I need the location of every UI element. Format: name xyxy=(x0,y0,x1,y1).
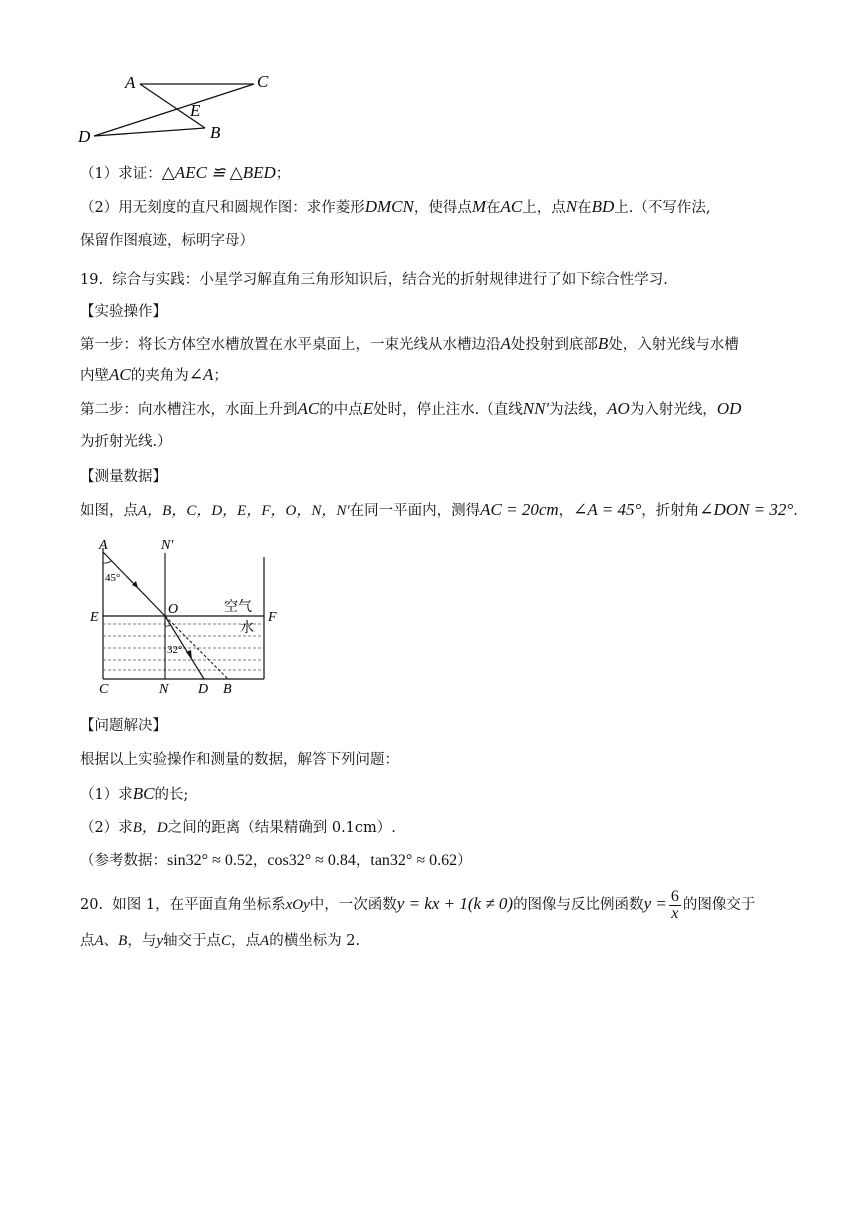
label-C: C xyxy=(257,72,269,91)
math: B xyxy=(118,933,128,949)
math: AC xyxy=(297,399,320,418)
q18-part2-cont xyxy=(80,231,785,251)
math: BC xyxy=(132,784,155,803)
question-1 xyxy=(80,784,785,805)
solve-intro xyxy=(80,750,785,770)
math: A xyxy=(94,933,104,949)
text: ，与 xyxy=(127,933,157,949)
text: 处时，停止注水.（直线 xyxy=(373,402,523,418)
label-45: 45° xyxy=(105,572,121,584)
math: ∠A xyxy=(188,365,214,384)
step2 xyxy=(80,399,785,420)
text: ， xyxy=(558,503,574,519)
math: B xyxy=(597,334,609,353)
section-experiment xyxy=(80,302,785,322)
math: AC xyxy=(500,197,523,216)
math: DMCN xyxy=(364,197,414,216)
text: 的夹角为 xyxy=(130,368,189,384)
label-D: D xyxy=(78,127,91,146)
text: ） xyxy=(457,853,472,869)
text: 内壁 xyxy=(80,368,109,384)
text: 、 xyxy=(103,933,119,949)
text: （2）用无刻度的直尺和圆规作图：求作菱形 xyxy=(80,200,365,216)
section-measure xyxy=(80,467,785,487)
math: xOy xyxy=(285,897,310,913)
q20-line2 xyxy=(80,931,785,951)
text: 在 xyxy=(486,200,501,216)
label-D: D xyxy=(198,682,209,695)
math: ∠DON = 32° xyxy=(699,500,794,519)
text: 的长; xyxy=(154,787,189,803)
text: . xyxy=(793,503,798,519)
label-B: B xyxy=(210,123,221,142)
math: C xyxy=(221,933,232,949)
math: △AEC ≌ △BED xyxy=(161,163,276,182)
text: 根据以上实验操作和测量的数据，解答下列问题： xyxy=(80,752,399,768)
math: ∠A = 45° xyxy=(573,500,642,519)
text: 20. 如图 1，在平面直角坐标系 xyxy=(80,897,286,913)
q18-part2 xyxy=(80,197,785,218)
math: A xyxy=(260,933,270,949)
text: 点 xyxy=(80,933,95,949)
text: 的图像与反比例函数 xyxy=(513,897,644,913)
text: ，折射角 xyxy=(641,503,700,519)
math: B，D xyxy=(132,820,168,836)
math: AO xyxy=(607,399,630,418)
label-A: A xyxy=(99,538,108,553)
math: M xyxy=(471,197,487,216)
math: AC xyxy=(109,365,131,384)
math: y = xyxy=(643,894,667,913)
math: E xyxy=(362,399,374,418)
segment-CD xyxy=(94,84,254,136)
text: ； xyxy=(275,166,291,182)
q18-part1 xyxy=(80,163,785,184)
text: 在 xyxy=(577,200,592,216)
fraction-6-over-x xyxy=(669,889,681,922)
label-C: C xyxy=(99,682,109,695)
math: y xyxy=(156,933,164,949)
text: 如图，点 xyxy=(80,503,138,519)
label-32: 32° xyxy=(167,644,183,656)
text: 【实验操作】 xyxy=(80,304,167,320)
segment-DB xyxy=(94,128,205,136)
text: 第二步：向水槽注水，水面上升到 xyxy=(80,402,298,418)
label-O: O xyxy=(168,602,179,617)
reference-data xyxy=(80,851,785,871)
text: 的中点 xyxy=(319,402,363,418)
text: 的横坐标为 2. xyxy=(269,933,361,949)
text: 在同一平面内，测得 xyxy=(349,503,481,519)
math: A xyxy=(500,334,511,353)
text: 第一步：将长方体空水槽放置在水平桌面上，一束光线从水槽边沿 xyxy=(80,337,501,353)
text: 为折射光线.） xyxy=(80,434,172,450)
q20-line1 xyxy=(80,884,785,925)
label-N-prime: N′ xyxy=(161,538,174,553)
figure-triangles xyxy=(70,68,290,148)
step2-cont xyxy=(80,432,785,452)
text: 轴交于点 xyxy=(163,933,222,949)
text: ； xyxy=(213,368,228,384)
text: 上，点 xyxy=(522,200,566,216)
math: OD xyxy=(716,399,742,418)
text: （1）求 xyxy=(80,787,133,803)
step1 xyxy=(80,334,785,355)
math: sin32° ≈ 0.52 xyxy=(167,852,253,869)
numerator: 6 xyxy=(670,887,679,905)
text: 中，一次函数 xyxy=(309,897,397,913)
math: AC = 20cm xyxy=(480,500,559,519)
label-F: F xyxy=(268,610,277,625)
text: （参考数据： xyxy=(80,853,167,869)
label-A: A xyxy=(125,73,136,92)
text: 处，入射光线与水槽 xyxy=(608,337,739,353)
math: NN′ xyxy=(522,399,550,418)
label-water: 水 xyxy=(240,621,254,636)
question-2 xyxy=(80,818,785,838)
text: 为法线， xyxy=(549,402,608,418)
denominator: x xyxy=(671,904,679,922)
text: 上.（不写作法, xyxy=(614,200,711,216)
label-air: 空气 xyxy=(224,600,252,615)
math: tan32° ≈ 0.62 xyxy=(370,852,458,869)
text: 为入射光线， xyxy=(629,402,717,418)
text: 之间的距离（结果精确到 0.1cm）. xyxy=(167,820,396,836)
angle-mark-A xyxy=(103,561,111,563)
math: y = kx + 1(k ≠ 0) xyxy=(396,894,514,913)
text: ，使得点 xyxy=(413,200,472,216)
text: （2）求 xyxy=(80,820,133,836)
text: 保留作图痕迹，标明字母） xyxy=(80,233,254,249)
math: N xyxy=(565,197,578,216)
text: ，点 xyxy=(231,933,261,949)
text: 19. 综合与实践：小星学习解直角三角形知识后，结合光的折射规律进行了如下综合性学习. xyxy=(80,272,668,288)
q19-title xyxy=(80,270,785,290)
label-E: E xyxy=(90,610,99,625)
label-E: E xyxy=(190,101,201,120)
text: （1）求证： xyxy=(80,166,162,182)
math: A，B，C，D，E，F，O，N，N′ xyxy=(138,503,350,519)
section-solve xyxy=(80,716,785,736)
label-N: N xyxy=(159,682,169,695)
text: 处投射到底部 xyxy=(510,337,598,353)
angle-mark-O xyxy=(165,625,171,626)
text: 的图像交于 xyxy=(682,897,756,913)
label-B: B xyxy=(223,682,232,695)
math: cos32° ≈ 0.84 xyxy=(267,852,356,869)
text: ， xyxy=(252,853,268,869)
text: 【问题解决】 xyxy=(80,718,167,734)
measure-data xyxy=(80,500,798,521)
math: BD xyxy=(591,197,615,216)
text: 【测量数据】 xyxy=(80,469,167,485)
step1-cont xyxy=(80,365,785,386)
text: ， xyxy=(355,853,371,869)
figure-water-tank xyxy=(88,535,288,695)
